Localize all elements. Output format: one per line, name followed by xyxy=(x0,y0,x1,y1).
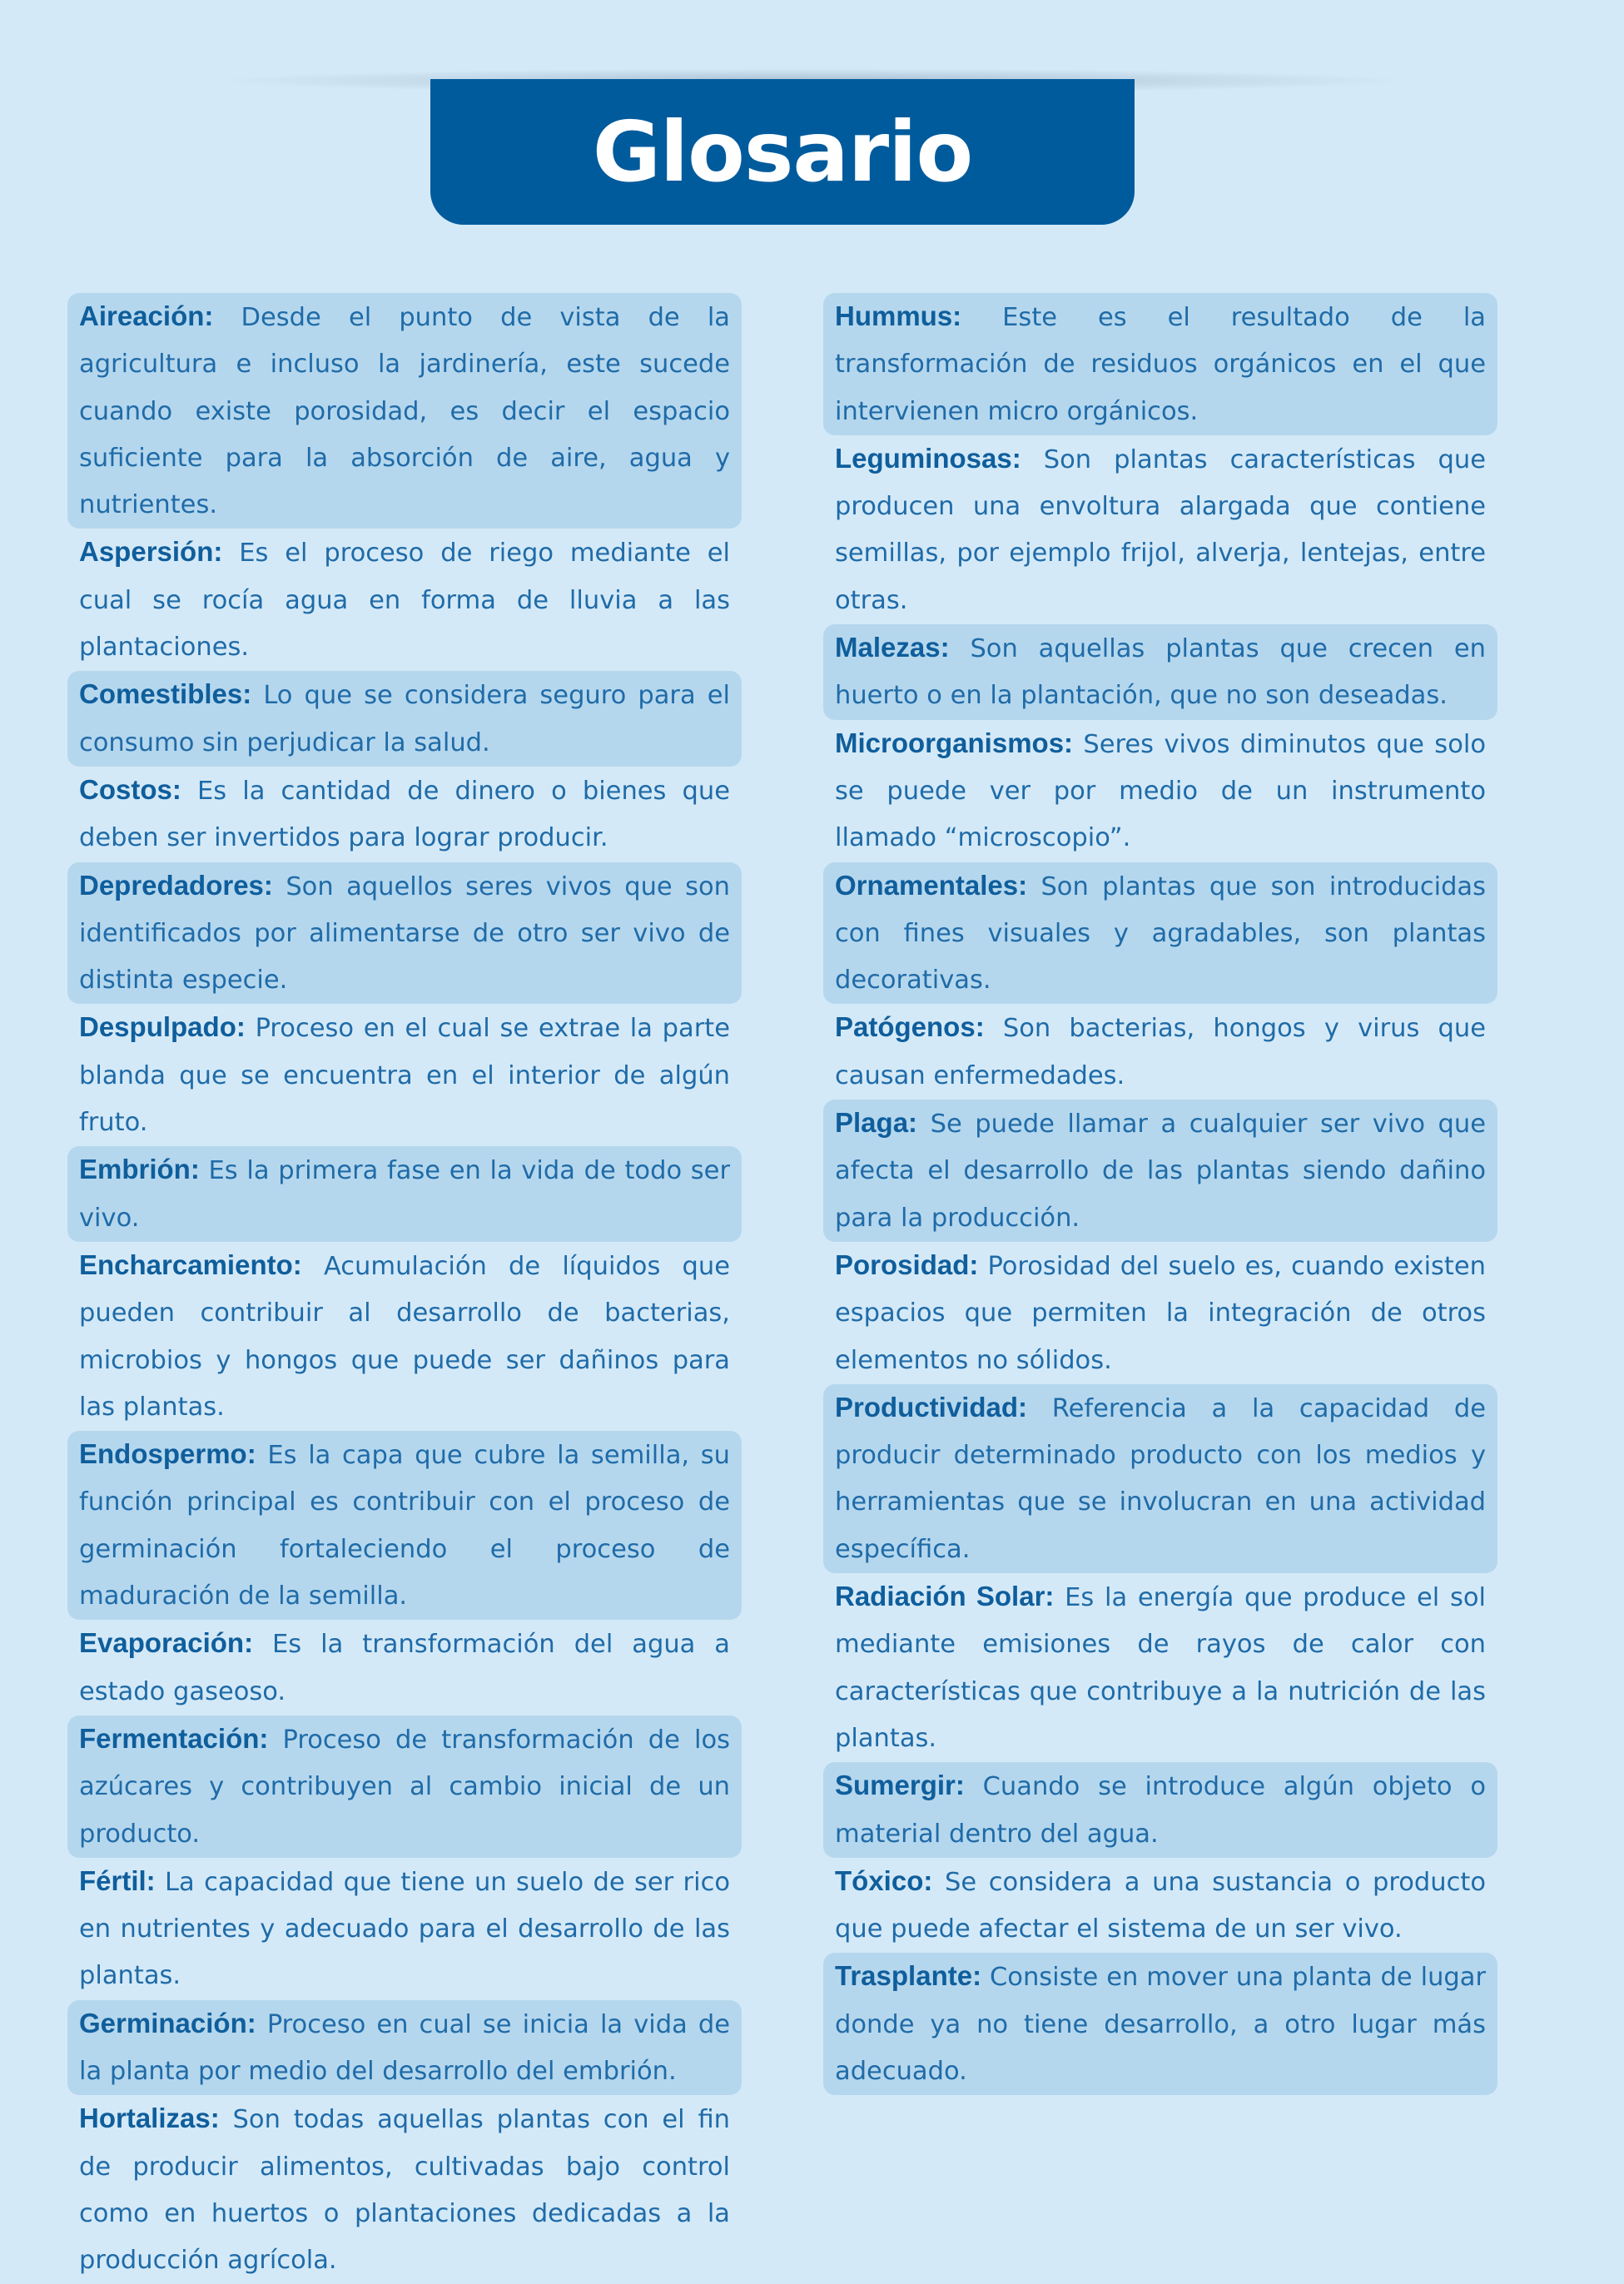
glossary-entry xyxy=(823,1858,1497,1954)
glossary-definition: Cuando se introduce algún objeto o material dentro del agua. xyxy=(835,1772,1486,1849)
glossary-term: Comestibles: xyxy=(79,678,252,710)
glossary-term: Embrión: xyxy=(79,1154,200,1185)
glossary-definition: Es la primera fase en la vida de todo ser vivo. xyxy=(79,1156,730,1233)
glossary-term: Malezas: xyxy=(835,632,950,663)
glossary-term: Aireación: xyxy=(79,300,214,331)
glossary-entry xyxy=(67,1715,742,1858)
glossary-entry xyxy=(67,862,742,1005)
glossary-definition: Son aquellos seres vivos que son identificados por alimentarse de otro ser vivo de distinta especie. xyxy=(79,871,730,996)
glossary-definition: Seres vivos diminutos que solo se puede ver por medio de un instrumento llamado “microscopio”. xyxy=(835,729,1486,853)
glossary-term: Hortalizas: xyxy=(79,2103,220,2134)
glossary-definition: Consiste en mover una planta de lugar donde ya no tiene desarrollo, a otro lugar más adecuado. xyxy=(835,1963,1486,2086)
glossary-term: Productividad: xyxy=(835,1391,1028,1423)
glossary-term: Costos: xyxy=(79,773,181,805)
glossary-entry xyxy=(823,1242,1497,1384)
glossary-definition: Son bacterias, hongos y virus que causan enfermedades. xyxy=(835,1014,1486,1090)
glossary-term: Trasplante: xyxy=(835,1960,982,1992)
glossary-entry xyxy=(67,1620,742,1715)
glossary-definition: Proceso en el cual se extrae la parte blanda que se encuentra en el interior de algún fruto. xyxy=(79,1014,730,1138)
glossary-term: Endospermo: xyxy=(79,1438,256,1470)
glossary-entry xyxy=(823,1100,1497,1242)
glossary-entry xyxy=(67,1146,742,1242)
glossary-definition: Es la cantidad de dinero o bienes que deben ser invertidos para lograr producir. xyxy=(79,776,731,853)
glossary-entry xyxy=(823,1004,1497,1100)
title-banner xyxy=(430,79,1135,225)
glossary-term: Plaga: xyxy=(835,1107,918,1139)
glossary-definition: Son todas aquellas plantas con el fin de producir alimentos, cultivadas bajo control como en huertos o plantaciones dedicadas a la producción agrícola. xyxy=(79,2105,730,2276)
glossary-entry xyxy=(67,1431,742,1620)
glossary-term: Evaporación: xyxy=(79,1627,254,1659)
glossary-entry xyxy=(67,671,742,767)
glossary-entry xyxy=(67,2095,742,2284)
glossary-definition: Desde el punto de vista de la agricultura e incluso la jardinería, este sucede cuando existe porosidad, es decir el espacio suficiente para la absorción de aire, agua y nutrientes. xyxy=(79,303,731,520)
glossary-term: Patógenos: xyxy=(835,1011,985,1043)
glossary-definition: Es la transformación del agua a estado gaseoso. xyxy=(79,1630,730,1706)
glossary-entry xyxy=(67,293,742,529)
glossary-definition: Se puede llamar a cualquier ser vivo que afecta el desarrollo de las plantas siendo dañino para la producción. xyxy=(835,1110,1486,1233)
glossary-term: Fermentación: xyxy=(79,1722,269,1754)
glossary-term: Radiación Solar: xyxy=(835,1581,1055,1612)
glossary-entry xyxy=(67,767,742,862)
glossary-entry xyxy=(67,529,742,671)
glossary-term: Ornamentales: xyxy=(835,869,1028,901)
glossary-entry xyxy=(823,1573,1497,1762)
glossary-definition: Son plantas características que producen una envoltura alargada que contiene semillas, por ejemplo frijol, alverja, lentejas, entre otras. xyxy=(835,444,1486,615)
glossary-entry xyxy=(823,1762,1497,1858)
glossary-term: Encharcamiento: xyxy=(79,1249,302,1280)
glossary-term: Tóxico: xyxy=(835,1864,933,1896)
glossary-term: Sumergir: xyxy=(835,1770,965,1801)
glossary-definition: Es la capa que cubre la semilla, su función principal es contribuir con el proceso de germinación fortaleciendo el proceso de maduración de la semilla. xyxy=(79,1441,730,1611)
glossary-definition: Son plantas que son introducidas con fines visuales y agradables, son plantas decorativas. xyxy=(835,871,1487,996)
glossary-entry xyxy=(67,2000,742,2096)
glossary-term: Porosidad: xyxy=(835,1249,979,1280)
glossary-term: Germinación: xyxy=(79,2007,256,2038)
glossary-definition: Este es el resultado de la transformación de residuos orgánicos en el que intervienen micro orgánicos. xyxy=(835,303,1486,426)
glossary-entry xyxy=(823,624,1497,720)
glossary-definition: Acumulación de líquidos que pueden contribuir al desarrollo de bacterias, microbios y hongos que puede ser dañinos para las plantas. xyxy=(79,1251,730,1422)
glossary-term: Depredadores: xyxy=(79,869,273,901)
glossary-definition: Lo que se considera seguro para el consumo sin perjudicar la salud. xyxy=(79,681,730,757)
glossary-definition: Porosidad del suelo es, cuando existen espacios que permiten la integración de otros elementos no sólidos. xyxy=(835,1251,1486,1375)
glossary-term: Leguminosas: xyxy=(835,442,1021,474)
glossary-term: Fértil: xyxy=(79,1864,156,1896)
glossary-definition: Proceso en cual se inicia la vida de la planta por medio del desarrollo del embrión. xyxy=(79,2009,730,2086)
glossary-term: Hummus: xyxy=(835,300,962,331)
glossary-term: Despulpado: xyxy=(79,1011,246,1043)
glossary-term: Microorganismos: xyxy=(835,727,1074,758)
glossary-definition: Es el proceso de riego mediante el cual se rocía agua en forma de lluvia a las plantaciones. xyxy=(79,539,731,663)
glossary-definition: La capacidad que tiene un suelo de ser rico en nutrientes y adecuado para el desarrollo de las plantas. xyxy=(79,1867,730,1991)
glossary-definition: Referencia a la capacidad de producir determinado producto con los medios y herramientas que se involucran en una actividad específica. xyxy=(835,1393,1486,1564)
glossary-entry xyxy=(823,862,1497,1005)
page-title: Glosario xyxy=(592,103,973,201)
glossary-definition: Es la energía que produce el sol mediante emisiones de rayos de calor con características que contribuye a la nutrición de las plantas. xyxy=(835,1583,1486,1753)
glossary-entry xyxy=(823,435,1497,624)
glossary-entry xyxy=(823,293,1497,435)
glossary-entry xyxy=(67,1004,742,1146)
glossary-column-left xyxy=(67,293,742,2284)
glossary-term: Aspersión: xyxy=(79,536,223,568)
glossary-definition: Se considera a una sustancia o producto que puede afectar el sistema de un ser vivo. xyxy=(835,1867,1486,1944)
glossary-entry xyxy=(67,1858,742,2000)
glossary-definition: Proceso de transformación de los azúcares y contribuyen al cambio inicial de un producto. xyxy=(79,1725,730,1849)
glossary-entry xyxy=(67,1242,742,1431)
glossary-entry xyxy=(823,1953,1497,2095)
glossary-definition: Son aquellas plantas que crecen en huerto o en la plantación, que no son deseadas. xyxy=(835,634,1486,711)
glossary-entry xyxy=(823,1384,1497,1573)
glossary-column-right xyxy=(823,293,1497,2095)
glossary-entry xyxy=(823,720,1497,862)
